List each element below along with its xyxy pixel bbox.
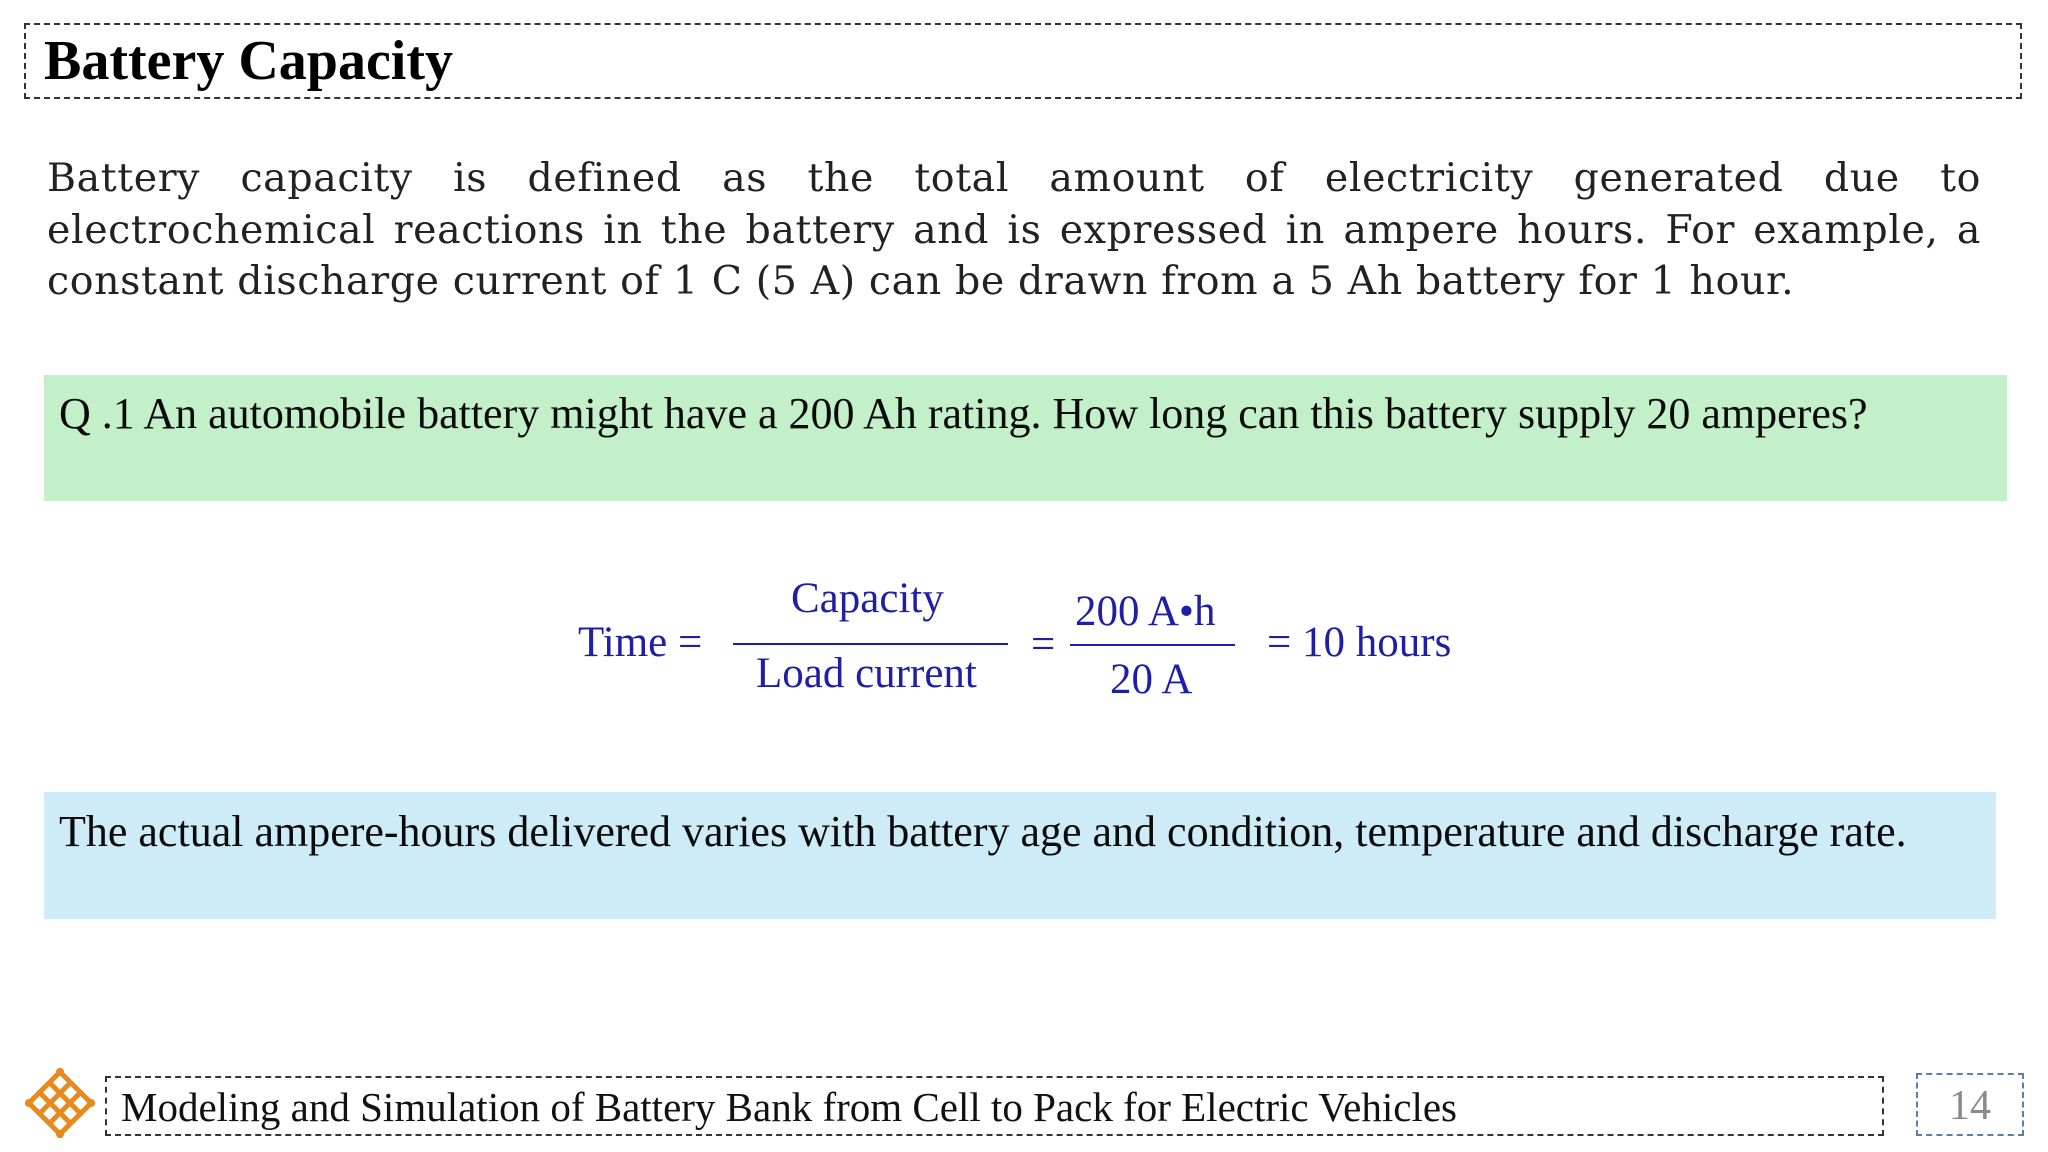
formula-fraction-line-2 (1070, 644, 1235, 646)
formula-lhs: Time = (578, 619, 703, 666)
formula-denominator-20a: 20 A (1110, 656, 1193, 703)
page-number-box (1916, 1073, 2024, 1136)
formula-result: = 10 hours (1267, 619, 1452, 666)
footer-course-title: Modeling and Simulation of Battery Bank from Cell to Pack for Electric Vehicles (121, 1084, 1458, 1130)
slide-title: Battery Capacity (44, 30, 454, 92)
knot-logo-icon (24, 1067, 96, 1139)
formula-fraction-line-1 (733, 643, 1008, 645)
question-text: Q .1 An automobile battery might have a 200 Ah rating. How long can this battery supply 20 amperes? (59, 389, 1868, 438)
note-box (44, 792, 1996, 919)
intro-paragraph: Battery capacity is defined as the total amount of electricity generated due to electrochemical reactions in the battery and is expressed in ampere hours. For example, a constant discharge current of 1 C (5 A) can be drawn from a 5 Ah battery for 1 hour. (47, 155, 1981, 304)
note-text: The actual ampere-hours delivered varies with battery age and condition, temperature and discharge rate. (59, 807, 1907, 856)
formula-equals: = (1031, 621, 1056, 668)
page-number: 14 (1949, 1083, 1991, 1129)
formula-denominator-load-current: Load current (756, 650, 977, 697)
question-box (44, 375, 2007, 501)
slide-title-box (24, 23, 2022, 99)
formula-numerator-200ah: 200 A•h (1075, 588, 1216, 635)
footer-course-box (105, 1076, 1884, 1136)
formula-numerator-capacity: Capacity (791, 575, 944, 622)
